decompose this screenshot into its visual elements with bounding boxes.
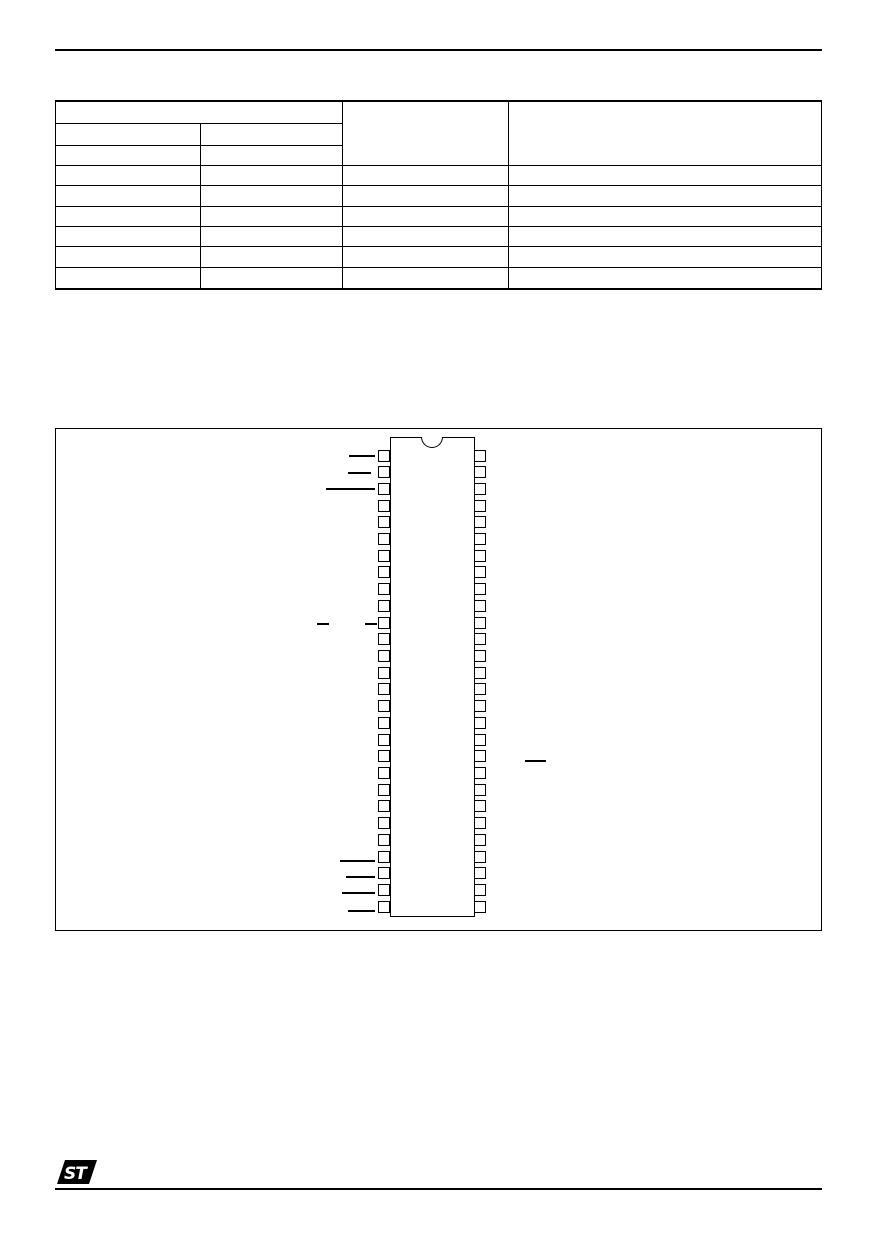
table-cell <box>343 166 509 186</box>
right-pin <box>474 884 486 896</box>
right-pin <box>474 784 486 796</box>
table-cell <box>201 247 343 267</box>
left-pin <box>378 566 390 578</box>
right-pin <box>474 516 486 528</box>
table-header-sub3 <box>56 146 201 166</box>
right-pin <box>474 734 486 746</box>
dip-chip-body <box>390 437 475 917</box>
right-pin <box>474 867 486 879</box>
left-pin <box>378 817 390 829</box>
st-logo <box>57 1159 97 1185</box>
left-pin <box>378 516 390 528</box>
left-pin <box>378 700 390 712</box>
left-pin <box>378 851 390 863</box>
right-pin <box>474 834 486 846</box>
right-pin <box>474 901 486 913</box>
left-pin <box>378 583 390 595</box>
left-pin <box>378 667 390 679</box>
right-pin <box>474 500 486 512</box>
table-cell <box>56 268 201 288</box>
st-logo-text: ST <box>64 1164 86 1184</box>
table-cell <box>56 166 201 186</box>
left-pin <box>378 734 390 746</box>
left-pin <box>378 617 390 629</box>
table-header-sub4 <box>201 146 343 166</box>
left-pin <box>378 750 390 762</box>
left-pin <box>378 784 390 796</box>
right-pin <box>474 450 486 462</box>
right-pin <box>474 851 486 863</box>
table-cell <box>56 186 201 206</box>
right-pin <box>474 800 486 812</box>
table-cell <box>343 207 509 227</box>
table-cell <box>201 186 343 206</box>
table-cell <box>201 166 343 186</box>
table-cell <box>201 227 343 247</box>
table-cell <box>56 247 201 267</box>
left-pin <box>378 867 390 879</box>
right-pin <box>474 483 486 495</box>
table-cell <box>509 166 821 186</box>
left-pin <box>378 650 390 662</box>
table-cell <box>56 227 201 247</box>
right-pin <box>474 717 486 729</box>
left-pin <box>378 901 390 913</box>
table-cell <box>343 268 509 288</box>
left-pin <box>378 466 390 478</box>
right-pin <box>474 533 486 545</box>
right-pin <box>474 817 486 829</box>
right-pin <box>474 683 486 695</box>
left-pin <box>378 633 390 645</box>
left-pin <box>378 884 390 896</box>
table-cell <box>201 207 343 227</box>
table-header-merged-left <box>56 102 343 124</box>
pin1-notch <box>421 437 443 448</box>
footer-rule <box>55 1188 822 1190</box>
right-pin <box>474 600 486 612</box>
right-pin <box>474 767 486 779</box>
table-cell <box>509 227 821 247</box>
table-cell <box>509 186 821 206</box>
table-cell <box>201 268 343 288</box>
right-pin <box>474 566 486 578</box>
table-header-sub1 <box>56 124 201 146</box>
right-pin <box>474 700 486 712</box>
left-pin <box>378 800 390 812</box>
left-pin <box>378 767 390 779</box>
left-pin <box>378 550 390 562</box>
right-pin <box>474 633 486 645</box>
left-pin <box>378 533 390 545</box>
table-header-col3 <box>343 102 509 166</box>
table-cell <box>56 207 201 227</box>
table-cell <box>509 268 821 288</box>
table-cell <box>509 207 821 227</box>
right-pin <box>474 550 486 562</box>
table-cell <box>343 186 509 206</box>
right-pin <box>474 466 486 478</box>
left-pin <box>378 500 390 512</box>
right-pin <box>474 650 486 662</box>
right-pin <box>474 667 486 679</box>
left-pin <box>378 683 390 695</box>
table-cell <box>343 247 509 267</box>
right-pin <box>474 583 486 595</box>
left-pin <box>378 483 390 495</box>
right-pin <box>474 750 486 762</box>
left-pin <box>378 834 390 846</box>
header-rule <box>55 49 822 51</box>
left-pin <box>378 717 390 729</box>
left-pin <box>378 450 390 462</box>
pinout-figure-frame <box>55 428 822 931</box>
table-cell <box>509 247 821 267</box>
right-pin <box>474 617 486 629</box>
table-header-sub2 <box>201 124 343 146</box>
spec-table <box>55 100 822 290</box>
left-pin <box>378 600 390 612</box>
table-header-col4 <box>509 102 821 166</box>
table-cell <box>343 227 509 247</box>
